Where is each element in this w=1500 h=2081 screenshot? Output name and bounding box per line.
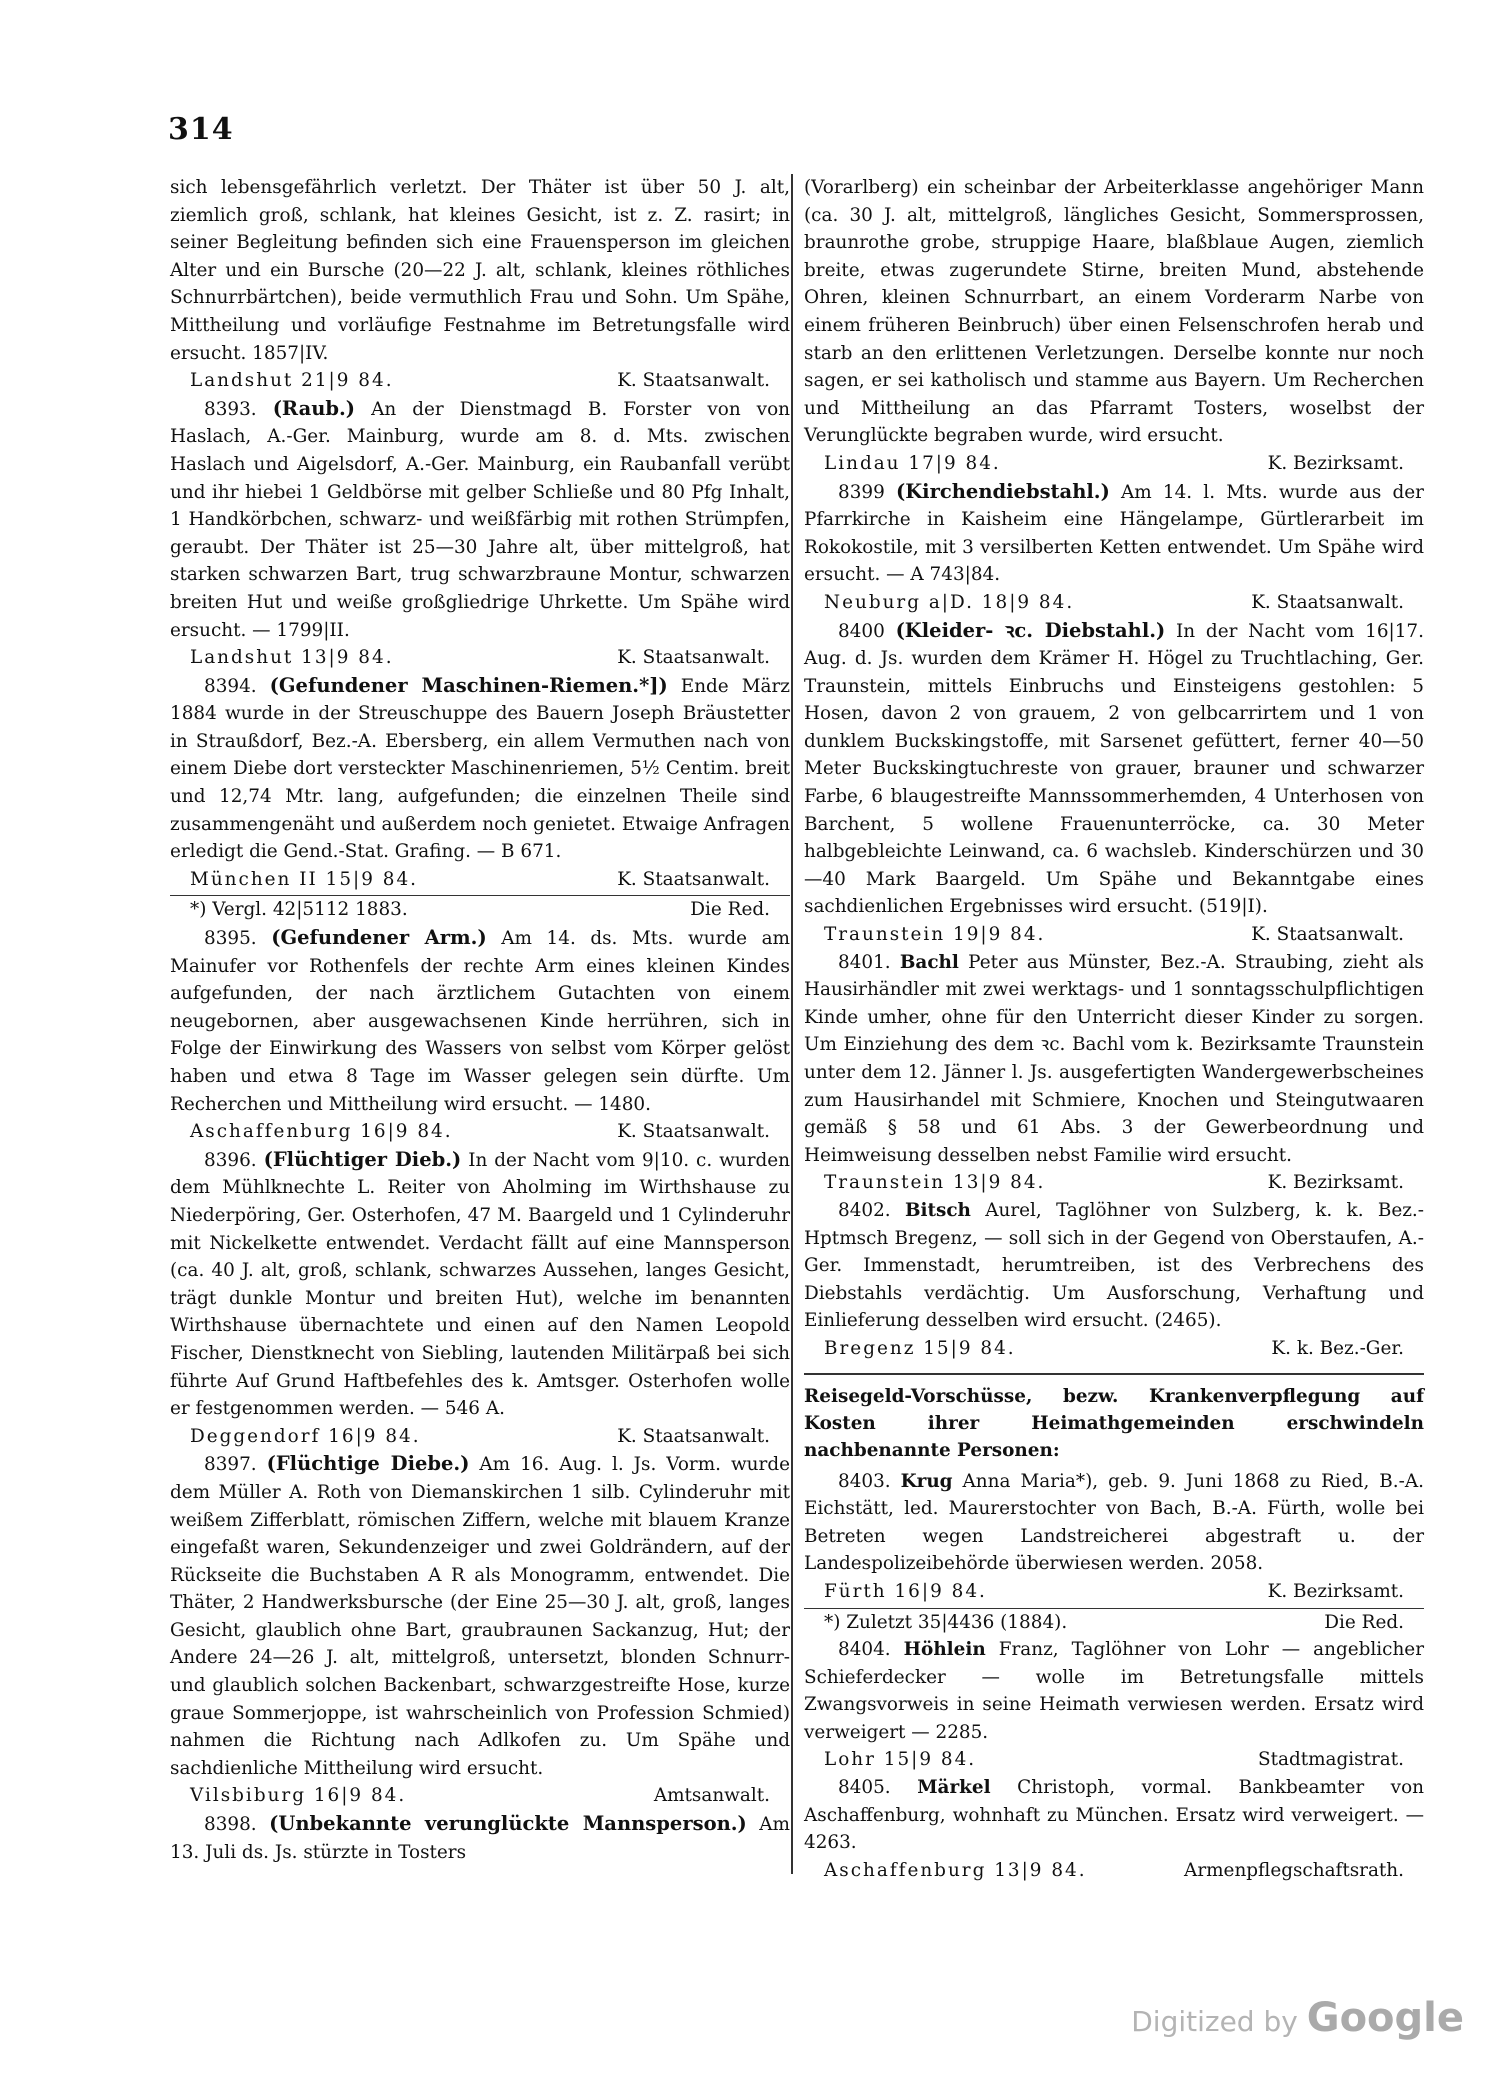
- entry-text: An der Dienstmagd B. Forster von von Haslach, A.-Ger. Mainburg, wurde am 8. d. Mts. zwischen Haslach und Aigelsdorf, A.-Ger. Mainburg, ein Raubanfall verübt und ihr hiebei 1 Geldbörse mit gelber Schließe und 80 Pfg Inhalt, 1 Handkörbchen, schwarz- und weißfärbig mit rothen Strümpfen, geraubt. Der Thäter ist 25—30 Jahre alt, über mittelgroß, hat starken schwarzen Bart, trug schwarzbraune Montur, schwarzen breiten Hut und weiße großgliedrige Uhrkette. Um Spähe wird ersucht. — 1799|II.: [170, 398, 790, 641]
- entry-text: Peter aus Münster, Bez.-A. Straubing, zieht als Hausirhändler mit zwei werktags- und 1 sonntagsschulpflichtigen Kinde umher, ohne für den Unterricht dieser Kinder zu sorgen. Um Einziehung des dem ꝛc. Bachl vom k. Bezirksamte Traunstein unter dem 12. Jänner l. Js. ausgefertigten Wandergewerbscheines zum Hausirhandel mit Schmiere, Knochen und Steingutwaaren gemäß § 58 und 61 Abs. 3 der Gewerbeordnung und Heimweisung desselben nebst Familie wird ersucht.: [804, 951, 1424, 1166]
- footnote-authority: Die Red.: [690, 899, 770, 921]
- signature-line: [804, 1746, 1424, 1774]
- signature-authority: Amtsanwalt.: [653, 1785, 770, 1807]
- signature-place: Lohr 15|9 84.: [824, 1749, 977, 1771]
- watermark-prefix: Digitized by: [1131, 2005, 1298, 2038]
- signature-place: Deggendorf 16|9 84.: [190, 1425, 421, 1447]
- signature-place: Traunstein 19|9 84.: [824, 924, 1046, 946]
- notice-entry: [804, 617, 1424, 922]
- signature-authority: K. Bezirksamt.: [1267, 1172, 1404, 1194]
- entry-continuation: sich lebensgefährlich verletzt. Der Thäter ist über 50 J. alt, ziemlich groß, schlank, hat kleines Gesicht, ist z. Z. rasirt; in seiner Begleitung befinden sich eine Frauensperson im gleichen Alter und ein Bursche (20—22 J. alt, schlank, kleines röthliches Schnurrbärtchen), beide vermuthlich Frau und Sohn. Um Spähe, Mittheilung und vorläufige Festnahme im Betretungsfalle wird ersucht. 1857|IV.: [170, 177, 790, 364]
- entry-title: (Unbekannte verunglückte Mannsperson.): [269, 1812, 747, 1836]
- entry-number: 8393.: [204, 398, 257, 420]
- person-name: Höhlein: [903, 1639, 986, 1661]
- entry-text: Am 13. Juli ds. Js. stürzte in Tosters: [170, 1814, 790, 1863]
- signature-place: Traunstein 13|9 84.: [824, 1172, 1046, 1194]
- footnote: [804, 1608, 1424, 1637]
- entry-title: (Gefundener Arm.): [271, 926, 487, 950]
- entry-title: (Gefundener Maschinen-Riemen.*]): [269, 673, 668, 697]
- signature-place: München II 15|9 84.: [190, 868, 419, 890]
- left-column: [170, 174, 790, 1866]
- entry-title: (Kleider- ꝛc. Diebstahl.): [895, 618, 1166, 642]
- signature-authority: K. Staatsanwalt.: [1251, 591, 1404, 613]
- person-name: Krug: [900, 1470, 953, 1492]
- notice-entry: [170, 395, 790, 644]
- signature-place: Neuburg a|D. 18|9 84.: [824, 591, 1075, 613]
- entry-text: Anna Maria*), geb. 9. Juni 1868 zu Ried, B.-A. Eichstätt, led. Maurerstochter von Bach, B.-A. Fürth, wolle bei Betreten wegen Landstreicherei abgestraft u. der Landespolizeibehörde überwiesen werden. 2058.: [804, 1470, 1424, 1575]
- entry-text: Am 14. l. Mts. wurde aus der Pfarrkirche in Kaisheim eine Hängelampe, Gürtlerarbeit im Rokokostile, mit 3 versilberten Ketten entwendet. Um Spähe wird ersucht. — A 743|84.: [804, 481, 1424, 586]
- signature-line: [804, 450, 1424, 478]
- entry-number: 8396.: [204, 1149, 257, 1171]
- notice-entry: [804, 478, 1424, 589]
- signature-place: Vilsbiburg 16|9 84.: [190, 1785, 407, 1807]
- notice-entry: [170, 924, 790, 1118]
- signature-line: [804, 1578, 1424, 1606]
- notice-entry: [170, 672, 790, 866]
- person-name: Märkel: [917, 1777, 991, 1799]
- signature-authority: K. Bezirksamt.: [1267, 452, 1404, 474]
- notice-entry: [804, 949, 1424, 1170]
- signature-line: [804, 1335, 1424, 1363]
- digitized-watermark: [1131, 1995, 1464, 2041]
- signature-line: [170, 1423, 790, 1451]
- entry-continuation: (Vorarlberg) ein scheinbar der Arbeiterklasse angehöriger Mann (ca. 30 J. alt, mittelgroß, längliches Gesicht, Sommersprossen, braunrothe grobe, struppige Haare, blaßblaue Augen, ziemlich breite, etwas zugerundete Stirne, breiten Mund, abstehende Ohren, kleinen Schnurrbart, an einem Vorderarm Narbe von einem früheren Beinbruch) über einen Felsenschrofen herab und starb an den erlittenen Verletzungen. Derselbe konnte nur noch sagen, er sei katholisch und stamme aus Bayern. Um Recherchen und Mittheilung an das Pfarramt Tosters, woselbst der Verunglückte begraben wurde, wird ersucht.: [804, 177, 1424, 447]
- entry-text: Franz, Taglöhner von Lohr — angeblicher Schieferdecker — wolle im Betretungsfalle mittels Zwangsvorweis in seine Heimath verwiesen werden. Ersatz wird verweigert — 2285.: [804, 1639, 1424, 1743]
- entry-title: (Kirchendiebstahl.): [896, 479, 1110, 503]
- footnote-authority: Die Red.: [1324, 1611, 1404, 1633]
- entry-title: (Raub.): [272, 396, 356, 420]
- section-heading: Reisegeld-Vorschüsse, bezw. Krankenverpflegung auf Kosten ihrer Heimathgemeinden erschwindeln nachbenannte Personen:: [804, 1373, 1424, 1464]
- page-number: 314: [168, 112, 234, 147]
- signature-place: Bregenz 15|9 84.: [824, 1337, 1016, 1359]
- entry-number: 8394.: [204, 675, 257, 697]
- footnote-text: *) Vergl. 42|5112 1883.: [190, 899, 408, 921]
- entry-text: Am 14. ds. Mts. wurde am Mainufer vor Rothenfels der rechte Arm eines kleinen Kindes aufgefunden, der nach ärztlichem Gutachten von einem neugebornen, aber ausgewachsenen Kinde herrühren, sich in Folge der Einwirkung des Wassers von selbst vom Körper gelöst haben und etwa 8 Tage im Wasser gelegen sein dürfte. Um Recherchen und Mittheilung wird ersucht. — 1480.: [170, 928, 790, 1115]
- signature-authority: K. Staatsanwalt.: [1251, 924, 1404, 946]
- signature-place: Aschaffenburg 13|9 84.: [824, 1859, 1087, 1881]
- entry-number: 8400: [838, 620, 885, 642]
- signature-line: [804, 921, 1424, 949]
- watermark-brand: Google: [1306, 1995, 1464, 2041]
- entry-number: 8398.: [204, 1814, 257, 1836]
- entry-number: 8397.: [204, 1454, 257, 1476]
- entry-number: 8395.: [204, 928, 257, 950]
- entry-number: 8403.: [838, 1470, 891, 1492]
- signature-place: Fürth 16|9 84.: [824, 1580, 987, 1602]
- notice-entry: [170, 1450, 790, 1782]
- entry-number: 8399: [838, 481, 885, 503]
- right-column: [804, 174, 1424, 1884]
- notice-entry: [170, 1810, 790, 1866]
- entry-text: In der Nacht vom 9|10. c. wurden dem Mühlknechte L. Reiter von Aholming im Wirthshause zu Niederpöring, Ger. Osterhofen, 47 M. Baargeld und 1 Cylinderuhr mit Nickelkette entwendet. Verdacht fällt auf eine Mannsperson (ca. 40 J. alt, groß, schlank, schwarzes Aussehen, langes Gesicht, trägt dunkle Montur und breiten Hut), welche im benannten Wirthshause übernachtete und einen auf den Namen Leopold Fischer, Dienstknecht von Siebling, lautenden Militärpaß bei sich führte Auf Grund Haftbefehles des k. Amtsger. Osterhofen wolle er festgenommen werden. — 546 A.: [170, 1149, 790, 1420]
- column-divider: [791, 174, 793, 1874]
- entry-number: 8401.: [838, 951, 891, 973]
- signature-authority: K. Staatsanwalt.: [617, 370, 770, 392]
- entry-text: Aurel, Taglöhner von Sulzberg, k. k. Bez.-Hptmsch Bregenz, — soll sich in der Gegend von Oberstaufen, A.-Ger. Immenstadt, herumtreiben, ist des Verbrechens des Diebstahls verdächtig. Um Ausforschung, Verhaftung und Einlieferung desselben wird ersucht. (2465).: [804, 1199, 1424, 1332]
- entry-title: (Flüchtige Diebe.): [266, 1452, 470, 1476]
- notice-entry: [804, 1636, 1424, 1746]
- notice-entry: [804, 1197, 1424, 1335]
- person-name: Bachl: [899, 951, 959, 973]
- signature-place: Landshut 21|9 84.: [190, 370, 394, 392]
- signature-authority: K. Staatsanwalt.: [617, 868, 770, 890]
- signature-line: [170, 367, 790, 395]
- notice-entry: [804, 1468, 1424, 1578]
- entry-text: Ende März 1884 wurde in der Streuschuppe des Bauern Joseph Bräustetter in Straußdorf, Bez.-A. Ebersberg, ein allem Vermuthen nach von einem Diebe dort versteckter Maschinenriemen, 5½ Centim. breit und 12,74 Mtr. lang, aufgefunden; die einzelnen Theile sind zusammengenäht und außerdem noch genietet. Etwaige Anfragen erledigt die Gend.-Stat. Grafing. — B 671.: [170, 675, 790, 863]
- signature-line: [804, 1857, 1424, 1885]
- signature-authority: K. Staatsanwalt.: [617, 1425, 770, 1447]
- signature-line: [804, 1169, 1424, 1197]
- entry-text: Am 16. Aug. l. Js. Vorm. wurde dem Müller A. Roth von Diemanskirchen 1 silb. Cylinderuhr mit weißem Zifferblatt, römischen Ziffern, welche mit blauem Kranze eingefaßt waren, Sekundenzeiger und zwei Goldrändern, auf der Rückseite die Buchstaben A R als Monogramm, entwendet. Die Thäter, 2 Handwerksbursche (der Eine 25—30 J. alt, groß, langes Gesicht, glaublich ohne Bart, graubraunen Sackanzug, Hut; der Andere 24—26 J. alt, mittelgroß, untersetzt, blonden Schnurr- und glaublich solchen Backenbart, schwarzgestreifte Hose, kurze graue Sommerjoppe, ist wahrscheinlich von Profession Schmied) nahmen die Richtung nach Adlkofen zu. Um Spähe und sachdienliche Mittheilung wird ersucht.: [170, 1454, 790, 1779]
- entry-text: Christoph, vormal. Bankbeamter von Aschaffenburg, wohnhaft zu München. Ersatz wird verweigert. — 4263.: [804, 1777, 1424, 1854]
- entry-text: In der Nacht vom 16|17. Aug. d. Js. wurden dem Krämer H. Högel zu Truchtlaching, Ger. Traunstein, mittels Einbruchs und Einsteigens gestohlen: 5 Hosen, davon 2 von grauem, 2 von gelbcarrirtem und 1 von dunklem Buckskingstoffe, mit Sarsenet gefüttert, ferner 40—50 Meter Buckskingtuchreste von grauer, brauner und schwarzer Farbe, 6 blaugestreifte Mannssommerhemden, 4 Unterhosen von Barchent, 5 wollene Frauenunterröcke, ca. 30 Meter halbgebleichte Leinwand, ca. 6 wachsleb. Kinderschürzen und 30—40 Mark Baargeld. Um Spähe und Bekanntgabe eines sachdienlichen Ergebnisses wird ersucht. (519|I).: [804, 620, 1424, 918]
- signature-line: [170, 1782, 790, 1810]
- entry-number: 8402.: [838, 1199, 891, 1221]
- signature-authority: K. Staatsanwalt.: [617, 647, 770, 669]
- signature-authority: K. Bezirksamt.: [1267, 1580, 1404, 1602]
- entry-number: 8405.: [838, 1777, 891, 1799]
- footnote-text: *) Zuletzt 35|4436 (1884).: [824, 1611, 1068, 1633]
- signature-line: [170, 866, 790, 894]
- signature-line: [170, 644, 790, 672]
- signature-place: Landshut 13|9 84.: [190, 647, 394, 669]
- notice-entry: [170, 1146, 790, 1423]
- signature-place: Aschaffenburg 16|9 84.: [190, 1121, 453, 1143]
- signature-line: [170, 1118, 790, 1146]
- signature-authority: Stadtmagistrat.: [1258, 1749, 1404, 1771]
- signature-authority: K. k. Bez.-Ger.: [1271, 1337, 1404, 1359]
- signature-authority: Armenpflegschaftsrath.: [1184, 1859, 1404, 1881]
- signature-place: Lindau 17|9 84.: [824, 452, 1001, 474]
- entry-title: (Flüchtiger Dieb.): [263, 1147, 462, 1171]
- notice-entry: [804, 1774, 1424, 1857]
- person-name: Bitsch: [904, 1199, 971, 1221]
- footnote: [170, 895, 790, 924]
- entry-number: 8404.: [838, 1639, 891, 1661]
- signature-line: [804, 589, 1424, 617]
- signature-authority: K. Staatsanwalt.: [617, 1121, 770, 1143]
